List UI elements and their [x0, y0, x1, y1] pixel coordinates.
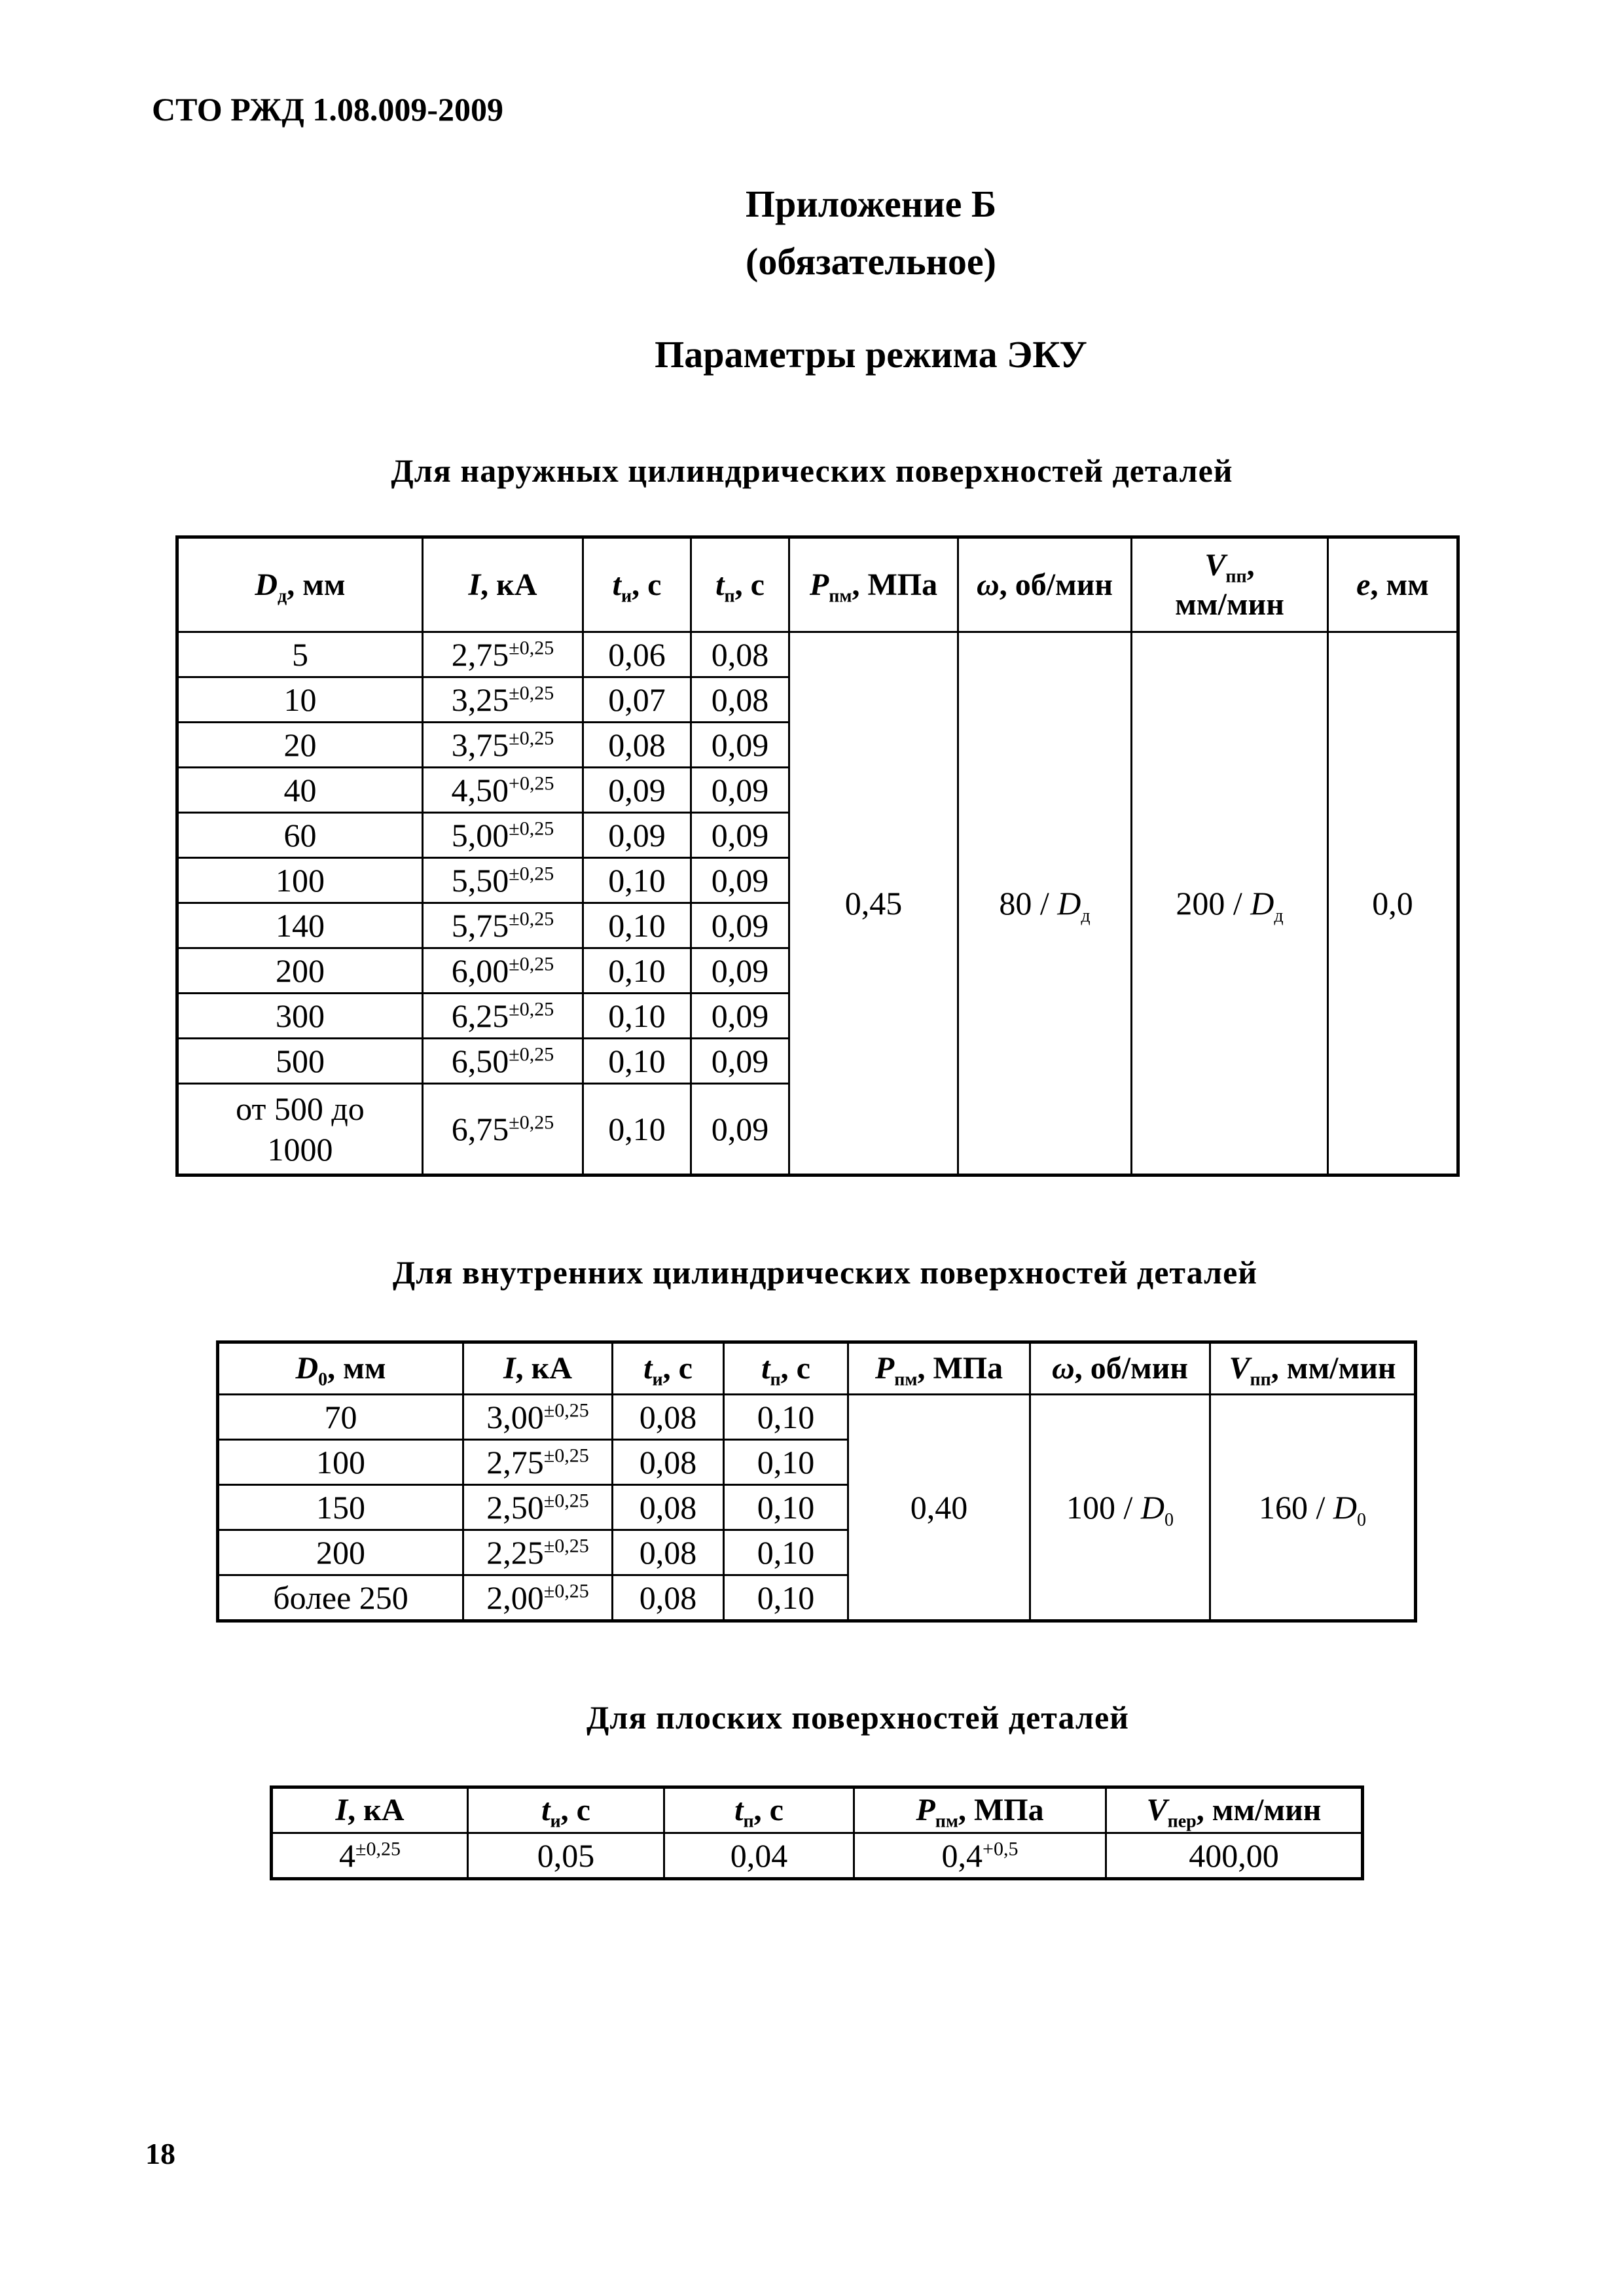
- travel-speed-cell: 400,00: [1106, 1833, 1363, 1879]
- diameter-cell: 100: [218, 1440, 463, 1485]
- diameter-cell: 10: [177, 677, 423, 723]
- pulse-time-cell: 0,09: [583, 813, 691, 858]
- pulse-time-cell: 0,09: [583, 768, 691, 813]
- current-cell: $5,00^{\pm 0,25}$: [423, 813, 583, 858]
- outer-header-row: [177, 537, 1458, 632]
- diameter-cell: 200: [218, 1530, 463, 1575]
- pulse-time-cell: 0,10: [583, 1039, 691, 1084]
- pause-time-cell: 0,09: [691, 723, 789, 768]
- inner-header-pause-time: $t_п$, с: [724, 1342, 848, 1395]
- current-cell: $4,50^{+0,25}$: [423, 768, 583, 813]
- flat-surfaces-table: [270, 1785, 1364, 1880]
- pause-time-cell: 0,09: [691, 948, 789, 994]
- appendix-status: (обязательное): [746, 240, 996, 283]
- flat-header-row: [272, 1787, 1363, 1833]
- pause-time-cell: 0,09: [691, 903, 789, 948]
- pulse-time-cell: 0,06: [583, 632, 691, 677]
- pause-time-cell: 0,08: [691, 677, 789, 723]
- inner-header-diameter: $D_0$, мм: [218, 1342, 463, 1395]
- current-cell: $5,50^{\pm 0,25}$: [423, 858, 583, 903]
- pause-time-cell: 0,09: [691, 768, 789, 813]
- pause-time-cell: 0,09: [691, 858, 789, 903]
- current-cell: $5,75^{\pm 0,25}$: [423, 903, 583, 948]
- feed-speed-merged-cell: $160 / D_0$: [1210, 1395, 1416, 1621]
- outer-header-pause-time: $t_п$, с: [691, 537, 789, 632]
- inner-header-pulse-time: $t_и$, с: [613, 1342, 724, 1395]
- diameter-cell: 40: [177, 768, 423, 813]
- flat-header-travel-speed: $V_{пер}$, мм/мин: [1106, 1787, 1363, 1833]
- current-cell: $3,25^{\pm 0,25}$: [423, 677, 583, 723]
- current-cell: $2,50^{\pm 0,25}$: [463, 1485, 613, 1530]
- pause-time-cell: 0,09: [691, 1084, 789, 1175]
- inner-header-pressure: $P_{пм}$, МПа: [848, 1342, 1030, 1395]
- feed-speed-merged-cell: $200 / D_д$: [1132, 632, 1328, 1175]
- table-row: [218, 1395, 1416, 1440]
- diameter-cell: 150: [218, 1485, 463, 1530]
- pulse-time-cell: 0,08: [613, 1440, 724, 1485]
- pulse-time-cell: 0,08: [613, 1575, 724, 1621]
- outer-header-rotation: ω, об/мин: [958, 537, 1132, 632]
- current-cell: $3,75^{\pm 0,25}$: [423, 723, 583, 768]
- inner-table-caption: Для внутренних цилиндрических поверхностей деталей: [392, 1254, 1258, 1291]
- diameter-cell: 300: [177, 994, 423, 1039]
- diameter-cell: 70: [218, 1395, 463, 1440]
- appendix-title: [59, 175, 1624, 291]
- section-title: Параметры режима ЭКУ: [655, 333, 1087, 376]
- diameter-cell: более 250: [218, 1575, 463, 1621]
- pause-time-cell: 0,09: [691, 813, 789, 858]
- pause-time-cell: 0,10: [724, 1485, 848, 1530]
- current-cell: $2,75^{\pm 0,25}$: [463, 1440, 613, 1485]
- table-row: [177, 632, 1458, 677]
- flat-header-pause-time: $t_п$, с: [664, 1787, 854, 1833]
- flat-table-caption: Для плоских поверхностей деталей: [586, 1699, 1129, 1736]
- pulse-time-cell: 0,05: [468, 1833, 664, 1879]
- diameter-cell: 140: [177, 903, 423, 948]
- pause-time-cell: 0,10: [724, 1530, 848, 1575]
- outer-surfaces-table: [175, 535, 1460, 1177]
- pressure-merged-cell: 0,45: [789, 632, 958, 1175]
- pause-time-cell: 0,10: [724, 1395, 848, 1440]
- diameter-cell: 100: [177, 858, 423, 903]
- rotation-merged-cell: $80 / D_д$: [958, 632, 1132, 1175]
- pause-time-cell: 0,10: [724, 1440, 848, 1485]
- inner-header-row: [218, 1342, 1416, 1395]
- flat-header-pressure: $P_{пм}$, МПа: [854, 1787, 1106, 1833]
- current-cell: $6,75^{\pm 0,25}$: [423, 1084, 583, 1175]
- pulse-time-cell: 0,10: [583, 1084, 691, 1175]
- outer-header-current: I, кА: [423, 537, 583, 632]
- diameter-cell: от 500 до 1000: [177, 1084, 423, 1175]
- inner-header-current: I, кА: [463, 1342, 613, 1395]
- pulse-time-cell: 0,08: [613, 1395, 724, 1440]
- table-row: [272, 1833, 1363, 1879]
- current-cell: $3,00^{\pm 0,25}$: [463, 1395, 613, 1440]
- pulse-time-cell: 0,08: [583, 723, 691, 768]
- pulse-time-cell: 0,07: [583, 677, 691, 723]
- pulse-time-cell: 0,08: [613, 1530, 724, 1575]
- pulse-time-cell: 0,10: [583, 994, 691, 1039]
- pulse-time-cell: 0,10: [583, 948, 691, 994]
- outer-header-pressure: $P_{пм}$, МПа: [789, 537, 958, 632]
- current-cell: $2,75^{\pm 0,25}$: [423, 632, 583, 677]
- pause-time-cell: 0,09: [691, 1039, 789, 1084]
- outer-header-pulse-time: $t_и$, с: [583, 537, 691, 632]
- diameter-cell: 20: [177, 723, 423, 768]
- outer-table-caption: Для наружных цилиндрических поверхностей деталей: [391, 452, 1233, 489]
- current-cell: $6,50^{\pm 0,25}$: [423, 1039, 583, 1084]
- pressure-cell: $0,4^{+0,5}$: [854, 1833, 1106, 1879]
- rotation-merged-cell: $100 / D_0$: [1030, 1395, 1210, 1621]
- diameter-cell: 200: [177, 948, 423, 994]
- outer-header-diameter: $D_д$, мм: [177, 537, 423, 632]
- diameter-cell: 500: [177, 1039, 423, 1084]
- flat-header-pulse-time: $t_и$, с: [468, 1787, 664, 1833]
- current-cell: $6,00^{\pm 0,25}$: [423, 948, 583, 994]
- diameter-cell: 60: [177, 813, 423, 858]
- pause-time-cell: 0,10: [724, 1575, 848, 1621]
- current-cell: $2,25^{\pm 0,25}$: [463, 1530, 613, 1575]
- inner-surfaces-table: [216, 1340, 1417, 1623]
- page-number: 18: [145, 2137, 175, 2170]
- pause-time-cell: 0,09: [691, 994, 789, 1039]
- current-cell: $4^{\pm 0,25}$: [272, 1833, 468, 1879]
- current-cell: $2,00^{\pm 0,25}$: [463, 1575, 613, 1621]
- document-code: СТО РЖД 1.08.009-2009: [152, 91, 503, 128]
- appendix-label: Приложение Б: [745, 183, 997, 225]
- pulse-time-cell: 0,10: [583, 858, 691, 903]
- pressure-merged-cell: 0,40: [848, 1395, 1030, 1621]
- pause-time-cell: 0,08: [691, 632, 789, 677]
- flat-header-current: I, кА: [272, 1787, 468, 1833]
- pulse-time-cell: 0,10: [583, 903, 691, 948]
- diameter-cell: 5: [177, 632, 423, 677]
- pulse-time-cell: 0,08: [613, 1485, 724, 1530]
- inner-header-feed-speed: $V_{пп}$, мм/мин: [1210, 1342, 1416, 1395]
- outer-header-feed-speed: $V_{пп}$, мм/мин: [1132, 537, 1328, 632]
- pause-time-cell: 0,04: [664, 1833, 854, 1879]
- inner-header-rotation: ω, об/мин: [1030, 1342, 1210, 1395]
- outer-header-eccentricity: e, мм: [1328, 537, 1458, 632]
- current-cell: $6,25^{\pm 0,25}$: [423, 994, 583, 1039]
- eccentricity-merged-cell: 0,0: [1328, 632, 1458, 1175]
